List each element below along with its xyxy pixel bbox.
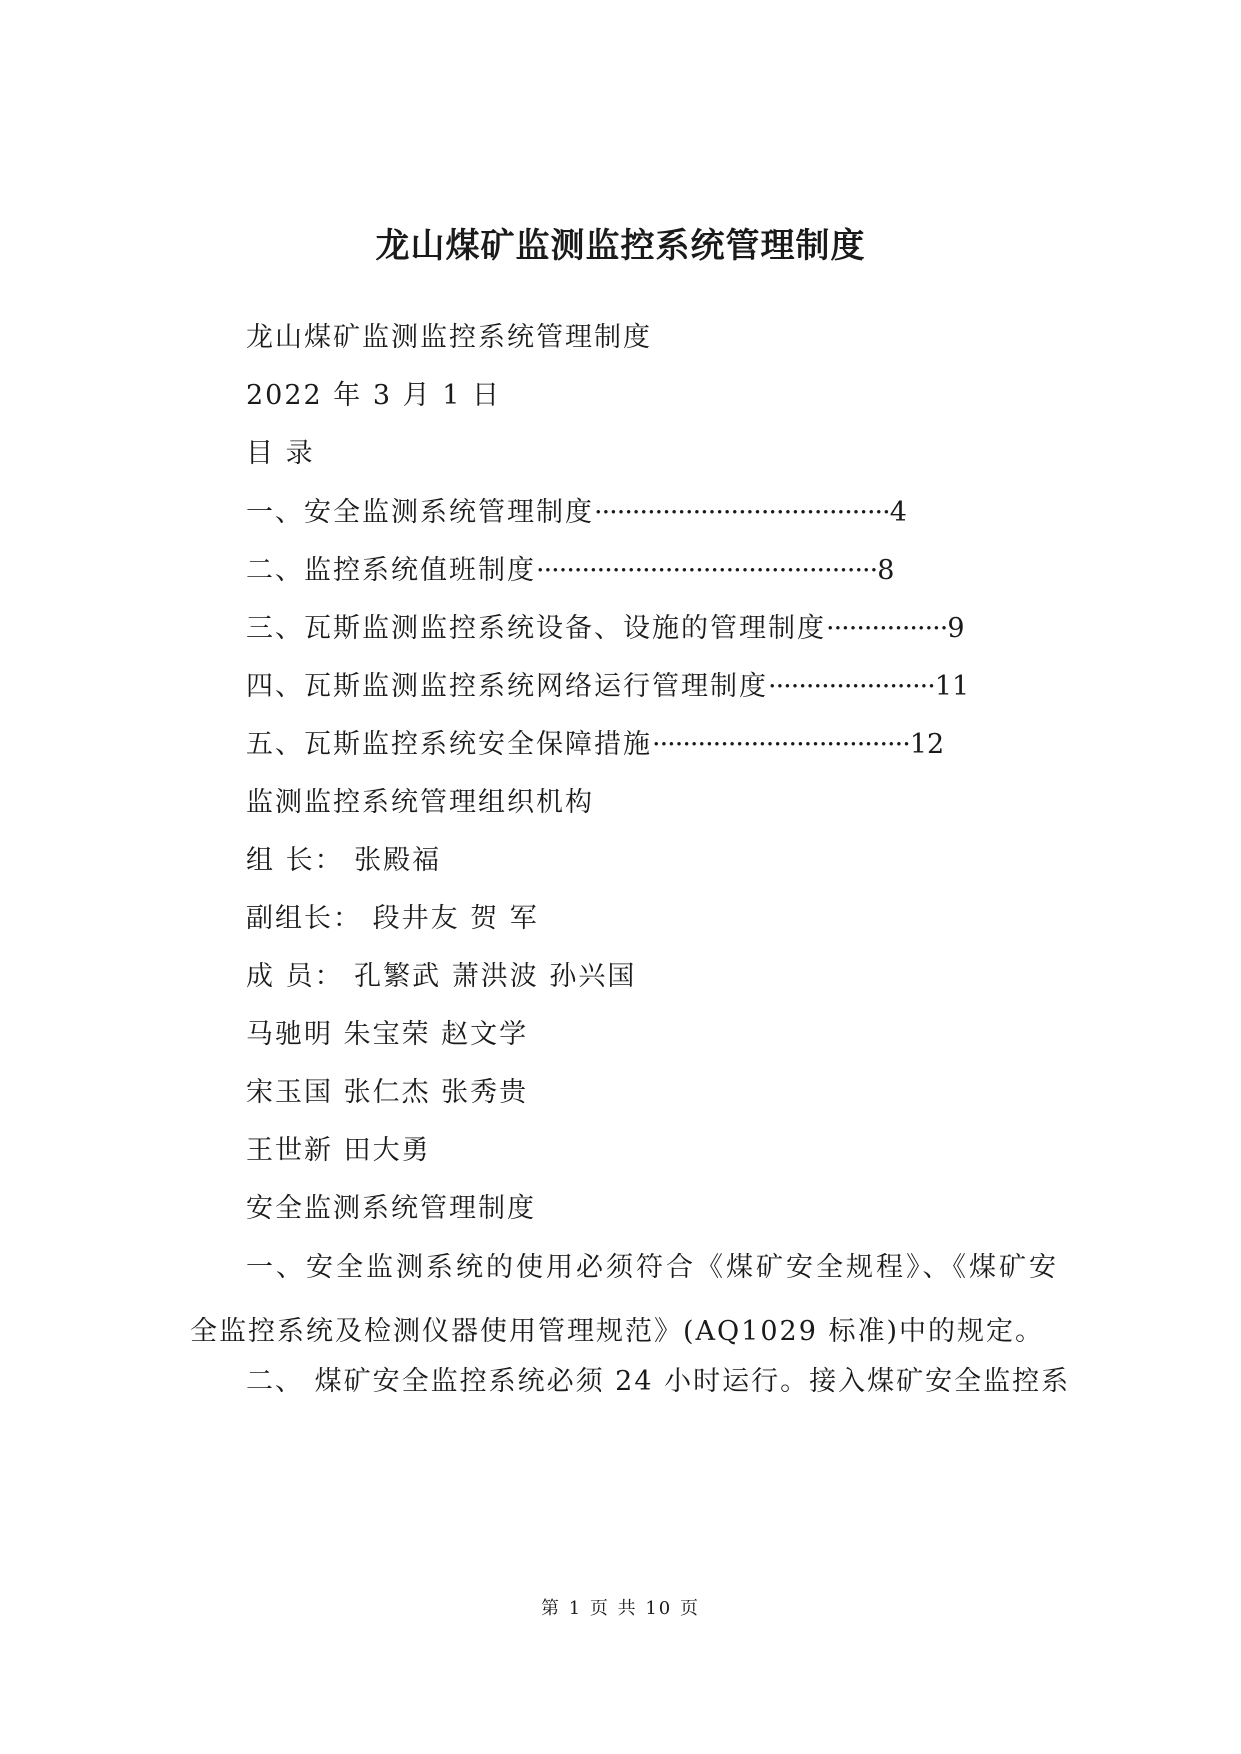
document-title: 龙山煤矿监测监控系统管理制度	[375, 226, 866, 266]
toc-entry-page: 4	[889, 497, 907, 528]
toc-entry	[246, 609, 1006, 649]
toc-entry-text: 四、瓦斯监测监控系统网络运行管理制度	[246, 671, 768, 702]
org-heading: 监测监控系统管理组织机构	[246, 787, 594, 818]
org-members-line: 成 员： 孔繁武 萧洪波 孙兴国	[246, 961, 637, 992]
org-members-line: 王世新 田大勇	[246, 1135, 431, 1166]
toc-entry-page: 9	[947, 613, 965, 644]
toc-entry	[246, 551, 1006, 591]
document-date: 2022 年 3 月 1 日	[246, 380, 501, 411]
section-heading: 安全监测系统管理制度	[246, 1193, 536, 1224]
page-footer: 第 1 页 共 10 页	[541, 1598, 700, 1619]
toc-entry-leader: ················	[826, 613, 948, 644]
org-members-line: 马驰明 朱宝荣 赵文学	[246, 1019, 529, 1050]
org-leader: 组 长： 张殿福	[246, 845, 442, 876]
toc-entry-leader: ······················	[768, 671, 935, 702]
body-paragraph: 二、 煤矿安全监控系统必须 24 小时运行。接入煤矿安全监控系	[246, 1366, 1071, 1397]
toc-entry-text: 二、监控系统值班制度	[246, 555, 536, 586]
toc-heading: 目 录	[246, 438, 315, 469]
toc-entry-page: 11	[934, 671, 970, 702]
toc-entry-leader: ··································	[652, 729, 910, 760]
toc-entry-leader: ·······································	[594, 497, 890, 528]
org-members-line: 宋玉国 张仁杰 张秀贵	[246, 1077, 529, 1108]
toc-entry	[246, 725, 1006, 765]
toc-entry-text: 一、安全监测系统管理制度	[246, 497, 594, 528]
toc-entry	[246, 493, 1006, 533]
toc-entry-page: 12	[909, 729, 945, 760]
toc-entry-text: 三、瓦斯监测监控系统设备、设施的管理制度	[246, 613, 826, 644]
toc-entry	[246, 667, 1006, 707]
toc-entry-leader: ·············································	[536, 555, 878, 586]
body-paragraph: 一、安全监测系统的使用必须符合《煤矿安全规程》、《煤矿安全监控系统及检测仪器使用管理规范》(AQ1029 标准)中的规定。	[190, 1252, 1058, 1347]
document-subtitle: 龙山煤矿监测监控系统管理制度	[246, 322, 652, 353]
toc-entry-text: 五、瓦斯监控系统安全保障措施	[246, 729, 652, 760]
toc-entry-page: 8	[877, 555, 895, 586]
org-deputy-leader: 副组长： 段井友 贺 军	[246, 903, 539, 934]
